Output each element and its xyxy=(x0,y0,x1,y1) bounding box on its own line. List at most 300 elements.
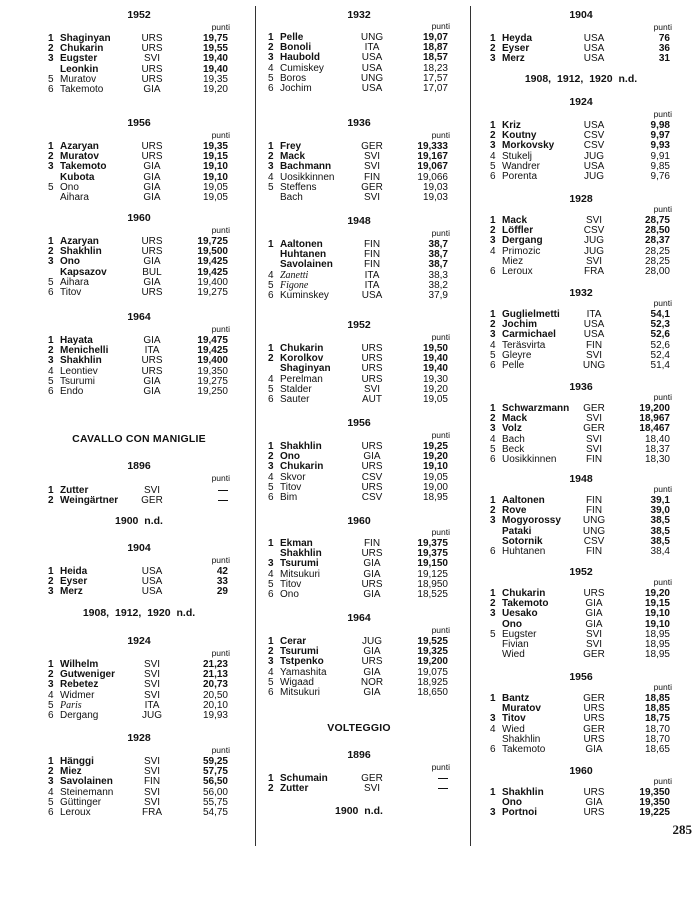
country-code: SVI xyxy=(363,161,381,173)
score: 39,1 xyxy=(650,495,670,506)
country-code: GIA xyxy=(143,83,161,95)
result-row xyxy=(490,54,672,64)
athlete-name: Weingärtner xyxy=(60,495,119,507)
country-code: ITA xyxy=(144,699,160,711)
country-code: USA xyxy=(583,53,605,65)
score: 20,50 xyxy=(202,689,228,701)
column-2 xyxy=(268,8,450,843)
rank: 4 xyxy=(48,365,54,377)
country-code: FIN xyxy=(363,239,381,250)
score: 19,375 xyxy=(417,538,448,549)
athlete-name: Leontiev xyxy=(60,365,98,377)
result-table xyxy=(268,637,450,698)
rank: 4 xyxy=(490,723,496,735)
year-heading: 1924 xyxy=(569,96,593,108)
country-code: SVI xyxy=(143,669,161,681)
country-code: URS xyxy=(141,73,163,85)
athlete-name: Takemoto xyxy=(502,598,549,610)
country-code: FIN xyxy=(143,776,161,788)
result-table xyxy=(48,34,230,95)
rank: 3 xyxy=(490,423,496,435)
result-row xyxy=(48,496,230,506)
rank: 6 xyxy=(48,83,54,95)
rank: 1 xyxy=(490,403,496,414)
country-code: SVI xyxy=(143,689,161,701)
athlete-name: Bach xyxy=(502,433,525,445)
result-row xyxy=(268,291,450,301)
score: 28,75 xyxy=(644,215,670,226)
rank: 6 xyxy=(268,588,274,600)
rank: 3 xyxy=(48,53,54,65)
score: 18,95 xyxy=(644,649,670,661)
result-table xyxy=(268,33,450,94)
country-code: URS xyxy=(583,787,605,798)
athlete-name: Primozic xyxy=(502,245,541,257)
not-held-note: 1908, 1912, 1920 n.d. xyxy=(524,73,638,85)
score: 18,95 xyxy=(422,491,448,503)
rank: 3 xyxy=(48,161,54,173)
score: 19,05 xyxy=(422,471,448,483)
country-code: SVI xyxy=(585,638,603,650)
country-code: URS xyxy=(141,365,163,377)
country-code: USA xyxy=(361,52,383,64)
country-code: GER xyxy=(361,773,383,784)
rank: 1 xyxy=(48,566,54,577)
score: — xyxy=(438,773,448,784)
rank: 1 xyxy=(268,636,274,647)
country-code: URS xyxy=(361,548,383,560)
athlete-name: Ono xyxy=(60,256,80,268)
points-label: punti xyxy=(211,130,230,140)
country-code: SVI xyxy=(363,783,381,795)
athlete-name: Cumiskey xyxy=(280,62,324,74)
country-code: USA xyxy=(583,43,605,55)
athlete-name: Aihara xyxy=(60,276,89,288)
score: 19,275 xyxy=(197,286,228,298)
year-heading: 1936 xyxy=(347,117,371,129)
athlete-name: Rebetez xyxy=(60,679,99,691)
rank: 5 xyxy=(268,279,274,291)
rank: 1 xyxy=(48,236,54,247)
score: 52,6 xyxy=(650,329,670,341)
athlete-name: Shakhlin xyxy=(280,548,322,560)
points-label: punti xyxy=(653,484,672,494)
score: 55,75 xyxy=(202,796,228,808)
score: 19,400 xyxy=(197,355,228,367)
points-label: punti xyxy=(211,22,230,32)
athlete-name: Shakhlin xyxy=(280,441,322,452)
score: 19,40 xyxy=(422,353,448,365)
result-table xyxy=(490,589,672,660)
athlete-name: Heida xyxy=(60,566,88,577)
country-code: SVI xyxy=(363,151,381,163)
rank: 2 xyxy=(268,451,274,463)
rank: 1 xyxy=(48,756,54,767)
rank: 5 xyxy=(48,796,54,808)
athlete-name: Boros xyxy=(280,72,307,84)
score: 19,30 xyxy=(422,373,448,385)
country-code: GIA xyxy=(143,375,161,387)
rank: 5 xyxy=(268,383,274,395)
score: 38,7 xyxy=(428,249,448,261)
score: 38,7 xyxy=(428,259,448,271)
athlete-name: Gleyre xyxy=(502,349,532,361)
rank: 1 xyxy=(268,239,274,250)
rank: 5 xyxy=(48,699,54,711)
score: 31 xyxy=(658,53,670,65)
score: 18,95 xyxy=(644,638,670,650)
result-row xyxy=(48,85,230,95)
points-label: punti xyxy=(431,430,450,440)
result-table xyxy=(490,121,672,182)
athlete-name: Portnoi xyxy=(502,807,537,819)
rank: 1 xyxy=(490,588,496,599)
athlete-name: Wandrer xyxy=(502,160,540,172)
country-code: GER xyxy=(583,403,605,414)
rank: 3 xyxy=(268,461,274,473)
athlete-name: Güttinger xyxy=(60,796,102,808)
country-code: GIA xyxy=(363,568,381,580)
country-code: GIA xyxy=(143,191,161,203)
score: 19,350 xyxy=(639,787,670,798)
result-row xyxy=(48,288,230,298)
rank: 2 xyxy=(490,43,496,55)
year-heading: 1924 xyxy=(127,635,151,647)
result-row xyxy=(268,395,450,405)
country-code: GIA xyxy=(585,598,603,610)
rank: 1 xyxy=(268,441,274,452)
country-code: ITA xyxy=(144,345,160,357)
score: 19,15 xyxy=(644,598,670,610)
rank: 6 xyxy=(48,286,54,298)
result-table xyxy=(48,567,230,598)
country-code: FIN xyxy=(363,249,381,261)
athlete-name: Chukarin xyxy=(280,343,324,354)
rank: 4 xyxy=(48,786,54,798)
country-code: FIN xyxy=(585,339,603,351)
year-heading: 1952 xyxy=(127,9,151,21)
country-code: SVI xyxy=(585,349,603,361)
country-code: USA xyxy=(141,576,163,588)
athlete-name: Shaginyan xyxy=(60,33,111,44)
country-code: ITA xyxy=(364,42,380,54)
score: 21,23 xyxy=(202,659,228,670)
country-code: SVI xyxy=(585,215,603,226)
score: 18,57 xyxy=(422,52,448,64)
country-code: SVI xyxy=(363,191,381,203)
athlete-name: Rove xyxy=(502,505,527,517)
points-label: punti xyxy=(431,332,450,342)
rank: 6 xyxy=(48,806,54,818)
athlete-name: Tstpenko xyxy=(280,656,324,668)
rank: 1 xyxy=(48,335,54,346)
rank: 3 xyxy=(48,586,54,598)
athlete-name: Yamashita xyxy=(280,666,327,678)
athlete-name: Merz xyxy=(502,53,525,65)
score: 39,0 xyxy=(650,505,670,517)
result-row xyxy=(490,455,672,465)
result-row xyxy=(268,590,450,600)
rank: 3 xyxy=(48,355,54,367)
score: 19,425 xyxy=(197,256,228,268)
score: 9,97 xyxy=(650,130,670,142)
result-row xyxy=(490,547,672,557)
score: 19,03 xyxy=(422,191,448,203)
year-heading: 1956 xyxy=(127,117,151,129)
athlete-name: Leroux xyxy=(60,806,91,818)
score: 19,400 xyxy=(197,276,228,288)
score: 19,10 xyxy=(644,608,670,620)
athlete-name: Leonkin xyxy=(60,63,99,75)
rank: 2 xyxy=(48,576,54,588)
points-label: punti xyxy=(653,109,672,119)
country-code: FIN xyxy=(585,453,603,465)
country-code: GIA xyxy=(143,335,161,346)
country-code: GIA xyxy=(363,646,381,658)
points-label: punti xyxy=(653,22,672,32)
rank: 1 xyxy=(490,309,496,320)
rank: 6 xyxy=(490,265,496,277)
year-heading: 1896 xyxy=(347,749,371,761)
country-code: CSV xyxy=(583,535,605,547)
athlete-name: Frey xyxy=(280,141,302,152)
result-table xyxy=(268,539,450,600)
score: 18,85 xyxy=(644,703,670,715)
year-heading: 1964 xyxy=(347,612,371,624)
country-code: ITA xyxy=(586,309,602,320)
rank: 2 xyxy=(48,246,54,258)
country-code: GER xyxy=(361,181,383,193)
year-heading: 1960 xyxy=(347,515,371,527)
country-code: JUG xyxy=(584,245,604,257)
rank: 1 xyxy=(48,141,54,152)
country-code: JUG xyxy=(142,709,162,721)
athlete-name: Savolainen xyxy=(60,776,113,788)
score: 36 xyxy=(658,43,670,55)
rank: 4 xyxy=(268,373,274,385)
athlete-name: Shakhlin xyxy=(502,787,544,798)
score: 9,93 xyxy=(650,140,670,152)
country-code: CSV xyxy=(583,130,605,142)
athlete-name: Mack xyxy=(502,215,528,226)
rank: 2 xyxy=(490,413,496,425)
score: 52,3 xyxy=(650,319,670,331)
result-table xyxy=(490,34,672,65)
score: 19,325 xyxy=(417,646,448,658)
rank: 2 xyxy=(490,225,496,237)
column-1 xyxy=(48,8,230,843)
athlete-name: Takemoto xyxy=(60,83,104,95)
country-code: URS xyxy=(361,461,383,473)
athlete-name: Jochim xyxy=(280,82,312,94)
score: 19,10 xyxy=(644,618,670,630)
page-number: 285 xyxy=(672,822,692,837)
score: 29 xyxy=(216,586,228,598)
rank: 4 xyxy=(490,339,496,351)
score: 19,20 xyxy=(202,83,228,95)
rank: 3 xyxy=(490,608,496,620)
rank: 1 xyxy=(490,787,496,798)
rank: 3 xyxy=(268,52,274,64)
athlete-name: Huhtanen xyxy=(502,545,546,557)
rank: 2 xyxy=(48,766,54,778)
athlete-name: Muratov xyxy=(502,703,541,715)
score: 19,067 xyxy=(417,161,448,173)
country-code: UNG xyxy=(582,359,606,371)
score: 54,1 xyxy=(650,309,670,320)
athlete-name: Stalder xyxy=(280,383,312,395)
athlete-name: Wigaad xyxy=(280,676,314,688)
athlete-name: Eyser xyxy=(60,576,88,588)
score: 18,87 xyxy=(422,42,448,54)
points-label: punti xyxy=(431,228,450,238)
result-table xyxy=(48,237,230,298)
rank: 3 xyxy=(268,656,274,668)
athlete-name: Pataki xyxy=(502,525,532,537)
score: 52,4 xyxy=(650,349,670,361)
year-heading: 1948 xyxy=(347,215,371,227)
result-row xyxy=(490,808,672,818)
athlete-name: Sotornik xyxy=(502,535,543,547)
rank: 3 xyxy=(268,558,274,570)
rank: 3 xyxy=(490,235,496,247)
athlete-name: Hayata xyxy=(60,335,93,346)
rank: 3 xyxy=(490,807,496,819)
country-code: GER xyxy=(583,693,605,704)
result-table xyxy=(490,788,672,819)
country-code: FRA xyxy=(584,265,604,277)
score: 19,350 xyxy=(197,365,228,377)
rank: 2 xyxy=(268,646,274,658)
event-heading: VOLTEGGIO xyxy=(327,722,391,734)
athlete-name: Titov xyxy=(280,481,302,493)
rank: 2 xyxy=(268,783,274,795)
athlete-name: Kriz xyxy=(502,120,521,131)
score: 51,4 xyxy=(650,359,670,371)
rank: 5 xyxy=(48,276,54,288)
score: 19,10 xyxy=(202,161,228,173)
score: 28,50 xyxy=(644,225,670,237)
country-code: FIN xyxy=(363,538,381,549)
athlete-name: Zutter xyxy=(280,783,309,795)
year-heading: 1960 xyxy=(569,765,593,777)
country-code: UNG xyxy=(360,72,384,84)
rank: 1 xyxy=(490,33,496,44)
result-table xyxy=(268,142,450,203)
country-code: USA xyxy=(361,289,383,301)
country-code: GIA xyxy=(143,181,161,193)
country-code: GIA xyxy=(363,666,381,678)
score: 18,950 xyxy=(417,578,448,590)
country-code: USA xyxy=(583,120,605,131)
athlete-name: Steffens xyxy=(280,181,317,193)
rank: 4 xyxy=(48,689,54,701)
country-code: URS xyxy=(141,151,163,163)
athlete-name: Takemoto xyxy=(502,743,546,755)
country-code: SVI xyxy=(585,433,603,445)
country-code: GER xyxy=(583,723,605,735)
athlete-name: Zanetti xyxy=(280,269,309,281)
score: 38,7 xyxy=(428,239,448,250)
athlete-name: Ono xyxy=(280,451,300,463)
rank: 6 xyxy=(490,170,496,182)
rank: 4 xyxy=(268,171,274,183)
rank: 4 xyxy=(490,245,496,257)
rank: 2 xyxy=(48,495,54,507)
country-code: URS xyxy=(583,703,605,715)
rank: 2 xyxy=(48,151,54,163)
athlete-name: Eugster xyxy=(502,628,537,640)
score: 9,76 xyxy=(650,170,670,182)
score: 28,25 xyxy=(644,245,670,257)
score: 19,500 xyxy=(197,246,228,258)
year-heading: 1952 xyxy=(569,566,593,578)
rank: 3 xyxy=(48,256,54,268)
rank: 1 xyxy=(490,693,496,704)
country-code: GIA xyxy=(363,451,381,463)
country-code: SVI xyxy=(585,413,603,425)
rank: 2 xyxy=(490,598,496,610)
score: 19,200 xyxy=(417,656,448,668)
athlete-name: Titov xyxy=(280,578,302,590)
athlete-name: Porenta xyxy=(502,170,538,182)
country-code: CSV xyxy=(361,491,383,503)
result-row xyxy=(48,387,230,397)
athlete-name: Ono xyxy=(280,588,299,600)
country-code: AUT xyxy=(362,393,382,405)
country-code: ITA xyxy=(364,269,380,281)
score: 18,65 xyxy=(644,743,670,755)
country-code: GIA xyxy=(143,276,161,288)
rank: 1 xyxy=(268,32,274,43)
country-code: GIA xyxy=(143,161,161,173)
points-label: punti xyxy=(211,648,230,658)
athlete-name: Aaltonen xyxy=(502,495,545,506)
score: 52,6 xyxy=(650,339,670,351)
not-held-note: 1908, 1912, 1920 n.d. xyxy=(82,607,196,619)
rank: 4 xyxy=(490,150,496,162)
rank: 3 xyxy=(490,53,496,65)
score: 19,200 xyxy=(639,403,670,414)
score: 18,925 xyxy=(417,676,448,688)
points-label: punti xyxy=(211,324,230,334)
country-code: JUG xyxy=(584,150,604,162)
rank: 2 xyxy=(48,43,54,55)
country-code: SVI xyxy=(143,679,161,691)
score: 38,2 xyxy=(428,279,448,291)
country-code: SVI xyxy=(585,443,603,455)
country-code: URS xyxy=(583,713,605,725)
country-code: FIN xyxy=(363,171,381,183)
score: 19,125 xyxy=(417,568,448,580)
score: 18,75 xyxy=(644,713,670,725)
score: 17,57 xyxy=(422,72,448,84)
score: 19,40 xyxy=(202,53,228,65)
points-label: punti xyxy=(211,225,230,235)
score: 18,37 xyxy=(644,443,670,455)
score: 19,425 xyxy=(197,345,228,357)
not-held-note: 1900 n.d. xyxy=(115,515,163,527)
score: 38,5 xyxy=(650,525,670,537)
athlete-name: Shaginyan xyxy=(280,363,331,375)
country-code: URS xyxy=(141,355,163,367)
year-heading: 1928 xyxy=(127,732,151,744)
country-code: CSV xyxy=(361,471,383,483)
athlete-name: Pelle xyxy=(280,32,304,43)
score: 19,15 xyxy=(202,151,228,163)
score: 19,225 xyxy=(639,807,670,819)
rank: 5 xyxy=(268,578,274,590)
